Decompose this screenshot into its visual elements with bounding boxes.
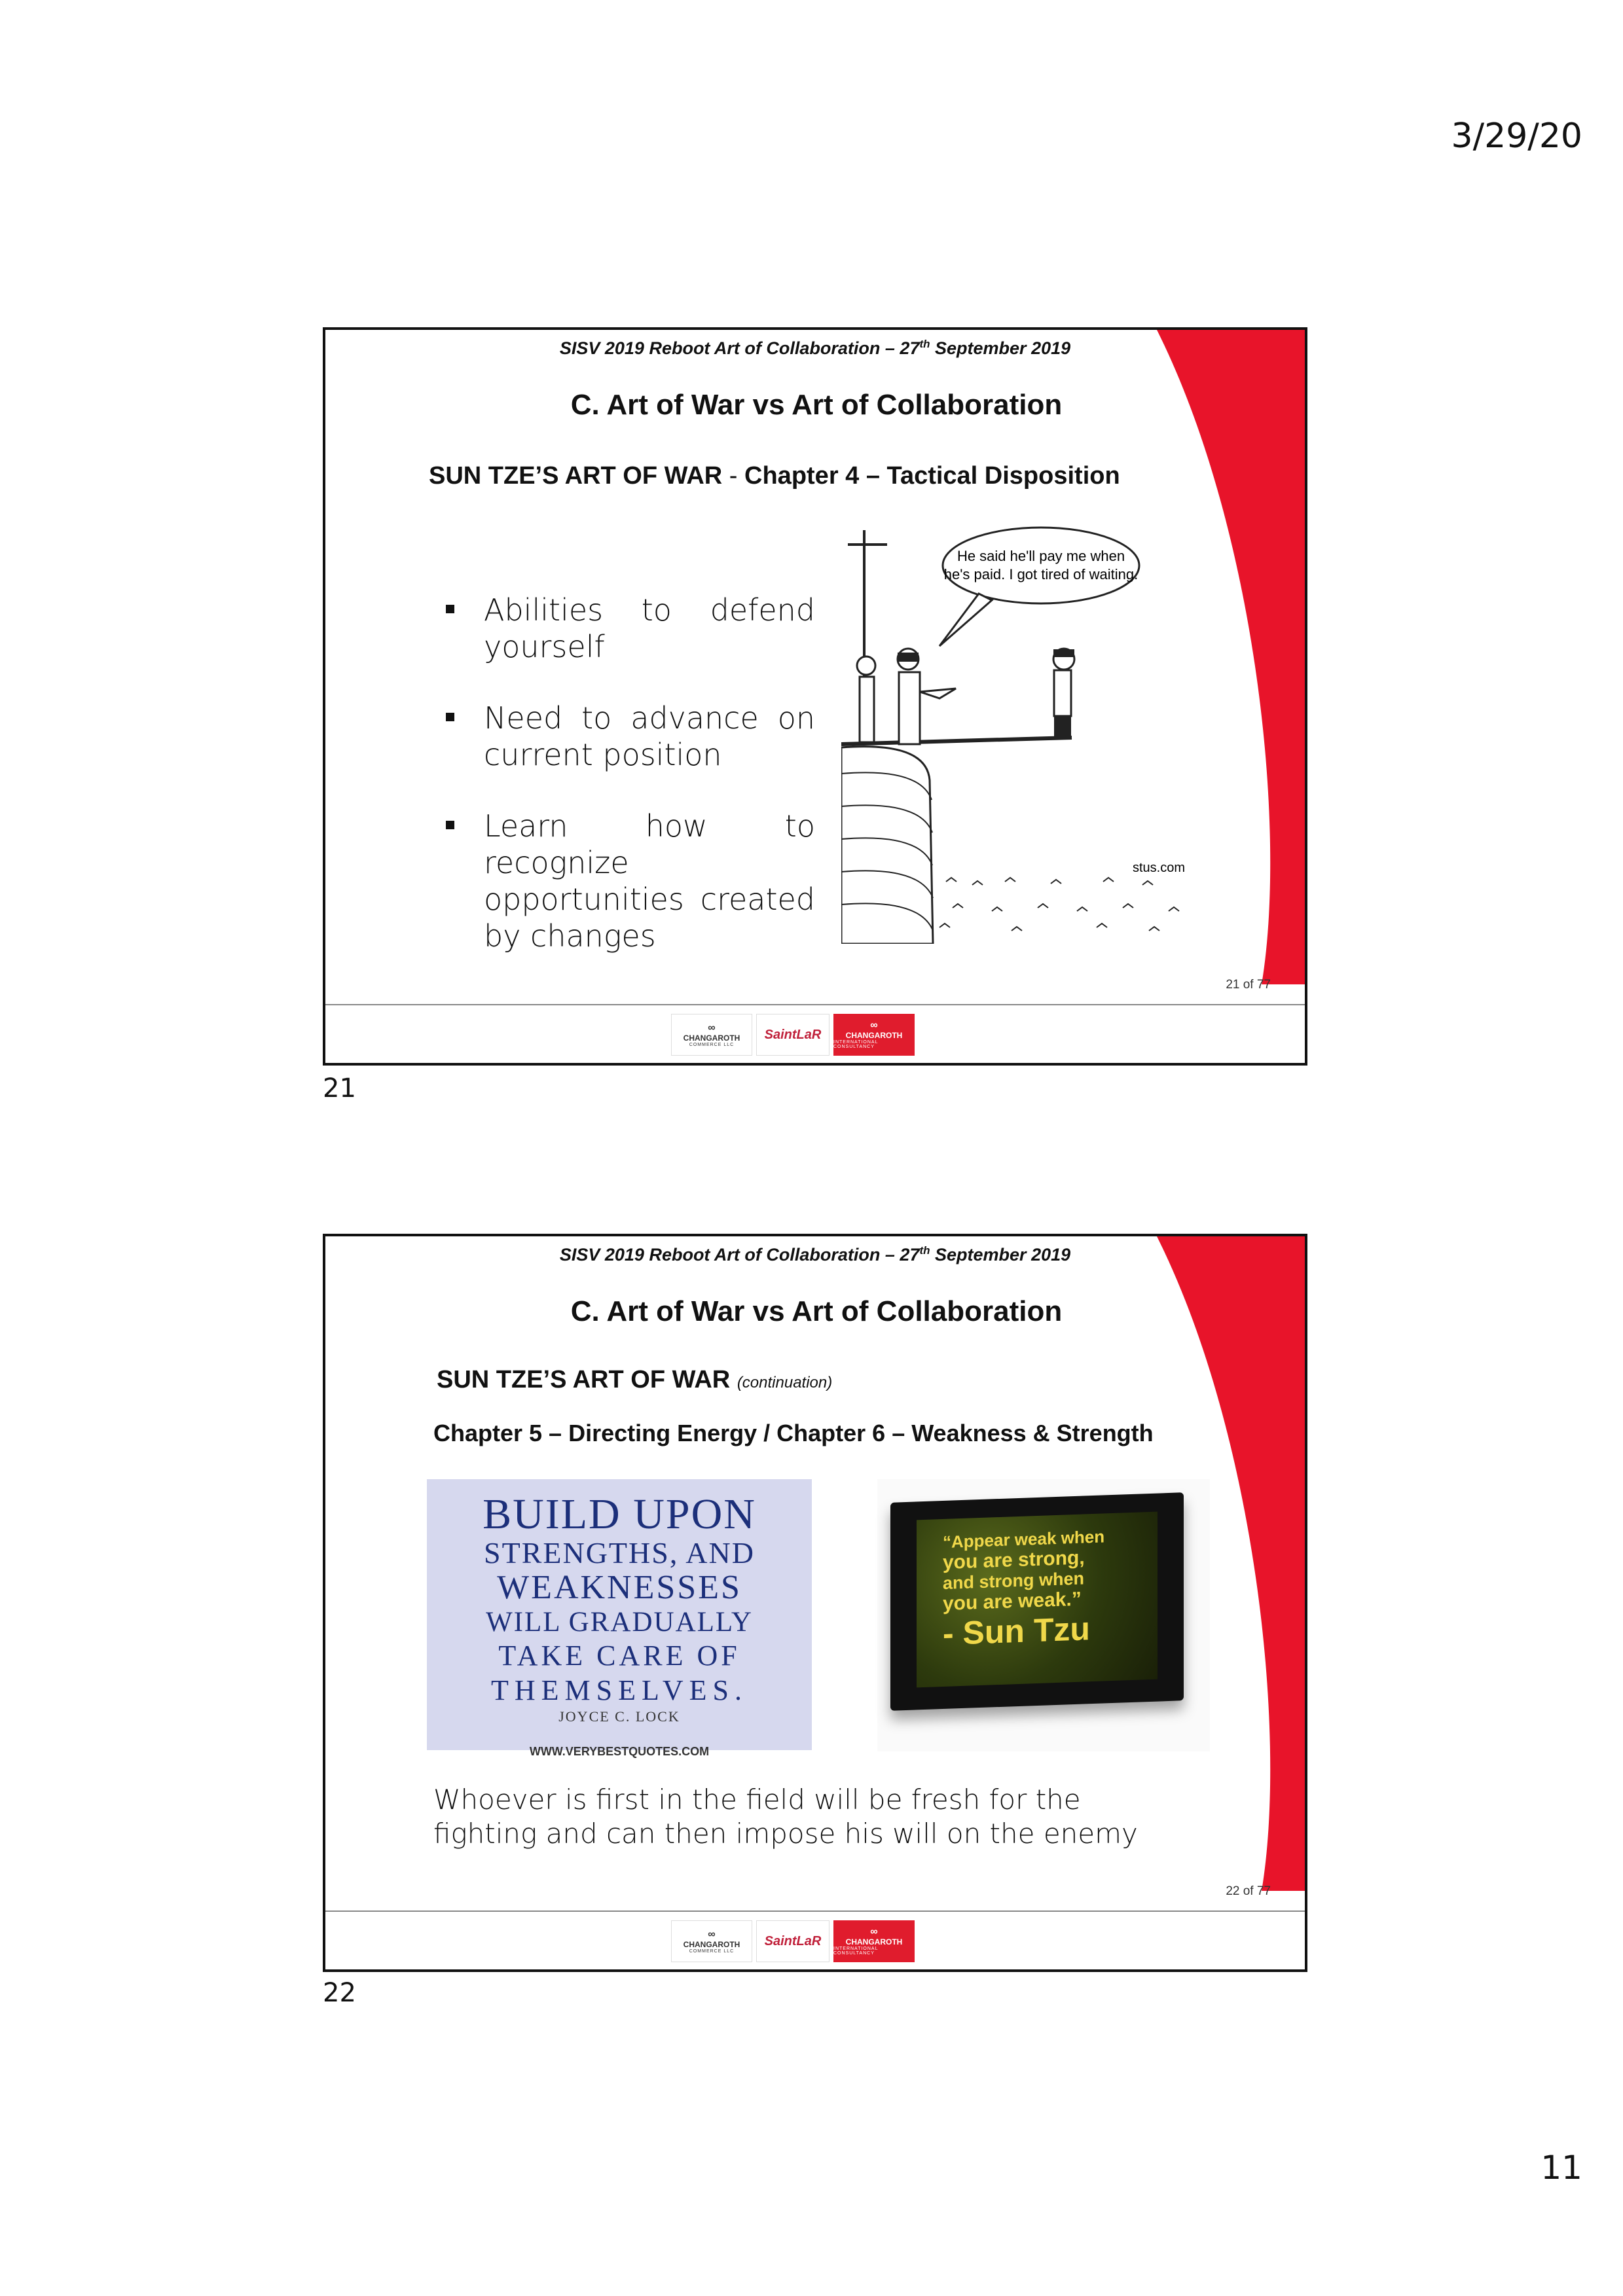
slide-counter: 22 of 77 bbox=[1226, 1884, 1271, 1898]
footer-logos bbox=[671, 1920, 920, 1965]
footer-logos bbox=[671, 1014, 920, 1058]
bullet-item: Abilities to defend yourself bbox=[443, 592, 815, 665]
slide-header: SISV 2019 Reboot Art of Collaboration – 27th September 2019 bbox=[559, 338, 1071, 358]
page-number: 11 bbox=[1541, 2149, 1582, 2187]
slide-counter: 21 of 77 bbox=[1226, 978, 1271, 992]
saintlar-logo: SaintLaR bbox=[756, 1014, 830, 1056]
changaroth-consultancy-logo: ∞ CHANGAROTH INTERNATIONAL CONSULTANCY bbox=[833, 1014, 915, 1056]
slide-number-21: 21 bbox=[323, 1073, 356, 1103]
changaroth-consultancy-logo: ∞ CHANGAROTH INTERNATIONAL CONSULTANCY bbox=[833, 1920, 915, 1962]
footer-divider bbox=[325, 1910, 1305, 1912]
changaroth-commerce-logo: ∞ CHANGAROTH COMMERCE LLC bbox=[671, 1014, 752, 1056]
speech-bubble-line1: He said he'll pay me when bbox=[957, 548, 1125, 564]
page-date: 3/29/20 bbox=[1451, 117, 1582, 156]
slide-number-22: 22 bbox=[323, 1978, 356, 2008]
slide-subtitle: SUN TZE’S ART OF WAR - Chapter 4 – Tactical Disposition bbox=[429, 462, 1120, 490]
cartoon-credit: stus.com bbox=[1132, 861, 1185, 875]
slide-header: SISV 2019 Reboot Art of Collaboration – 27th September 2019 bbox=[559, 1244, 1071, 1265]
slide-21 bbox=[323, 327, 1307, 1066]
pirate-plank-cartoon bbox=[841, 525, 1208, 944]
slide-body-text: Whoever is first in the field will be fresh for the fighting and can then impose his will on the enemy bbox=[433, 1784, 1138, 1850]
saintlar-logo: SaintLaR bbox=[756, 1920, 830, 1962]
slide-22 bbox=[323, 1234, 1307, 1972]
bullet-item: Need to advance on current position bbox=[443, 700, 815, 773]
tv-screen: “Appear weak when you are strong, and strong when you are weak.” - Sun Tzu bbox=[917, 1512, 1158, 1688]
footer-divider bbox=[325, 1004, 1305, 1005]
bullet-item: Learn how to recognize opportunities created by changes bbox=[443, 808, 815, 954]
changaroth-commerce-logo: ∞ CHANGAROTH COMMERCE LLC bbox=[671, 1920, 752, 1962]
slide-title: C. Art of War vs Art of Collaboration bbox=[570, 389, 1063, 421]
bullet-list bbox=[443, 592, 815, 989]
build-upon-strengths-quote-image: BUILD UPON STRENGTHS, AND WEAKNESSES WILL GRADUALLY TAKE CARE OF THEMSELVES. JOYCE C. LOCK WWW.VERYBESTQUOTES.COM bbox=[427, 1479, 812, 1750]
sun-tzu-quote-image bbox=[877, 1479, 1210, 1751]
speech-bubble-line2: he's paid. I got tired of waiting. bbox=[943, 566, 1139, 583]
tv-frame bbox=[890, 1492, 1184, 1711]
chapter-heading: Chapter 5 – Directing Energy / Chapter 6 – Weakness & Strength bbox=[433, 1420, 1154, 1446]
slide-title: C. Art of War vs Art of Collaboration bbox=[570, 1295, 1063, 1327]
slide-subtitle: SUN TZE’S ART OF WAR (continuation) bbox=[437, 1366, 833, 1393]
